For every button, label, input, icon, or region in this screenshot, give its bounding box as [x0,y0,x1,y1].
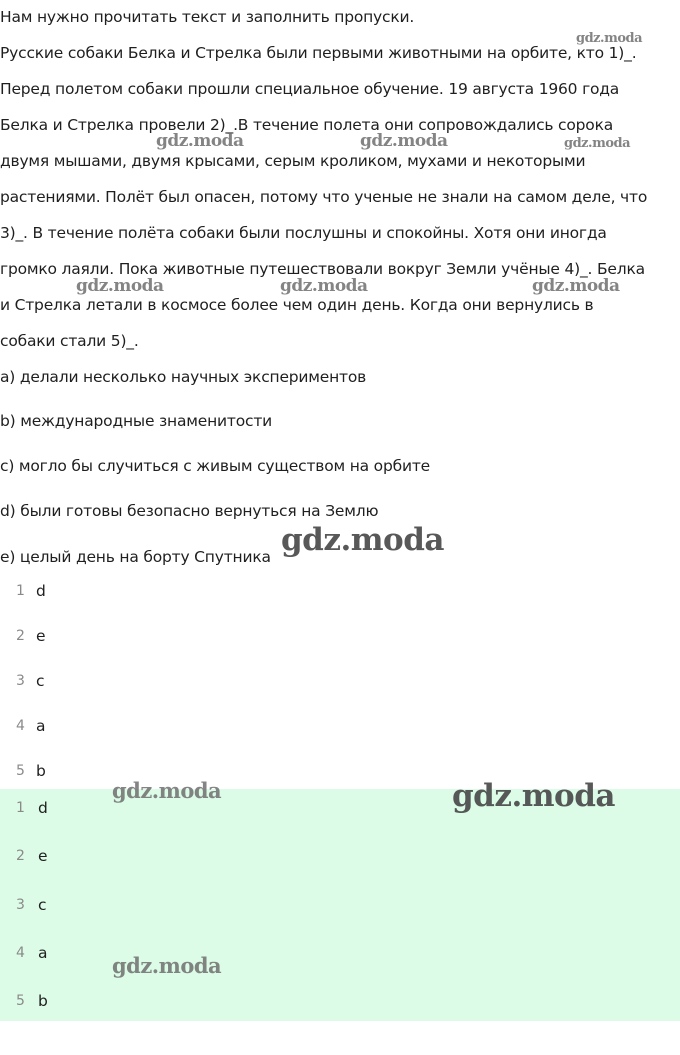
option-d: d) были готовы безопасно вернуться на Землю [0,502,379,520]
answer-number: 4 [16,945,25,961]
answer-number: 5 [16,763,25,779]
task-text-line: 3)_. В течение полёта собаки были послушны и спокойны. Хотя они иногда [0,224,607,242]
task-text-line: Перед полетом собаки прошли специальное обучение. 19 августа 1960 года [0,80,620,98]
watermark: gdz.moda [280,276,368,296]
task-text-line: и Стрелка летали в космосе более чем один день. Когда они вернулись в [0,296,594,314]
task-text-line: Нам нужно прочитать текст и заполнить пропуски. [0,8,415,26]
answer-value: e [38,847,48,865]
watermark: gdz.moda [156,131,244,151]
task-text-line: Белка и Стрелка провели 2)_.В течение полета они сопровождались сорока [0,116,614,134]
option-e: e) целый день на борту Спутника [0,548,271,566]
watermark: gdz.moda [576,31,643,46]
answer-value: a [38,944,48,962]
answer-number: 4 [16,718,25,734]
watermark: gdz.moda [112,953,222,978]
task-text-line: двумя мышами, двумя крысами, серым кроликом, мухами и некоторыми [0,152,586,170]
answer-value: b [38,992,48,1010]
answer-highlight-block [0,789,680,1021]
watermark: gdz.moda [281,522,444,558]
answer-value: b [36,762,46,780]
answer-number: 3 [16,897,25,913]
answer-value: a [36,717,46,735]
watermark: gdz.moda [564,136,631,151]
option-b: b) международные знаменитости [0,412,273,430]
watermark: gdz.moda [532,276,620,296]
answer-value: d [38,799,48,817]
task-text-line: громко лаяли. Пока животные путешествовали вокруг Земли учёные 4)_. Белка [0,260,645,278]
answer-value: d [36,582,46,600]
answer-number: 3 [16,673,25,689]
answer-value: c [38,896,47,914]
task-text-line: растениями. Полёт был опасен, потому что ученые не знали на самом деле, что [0,188,648,206]
watermark: gdz.moda [360,131,448,151]
watermark: gdz.moda [452,778,615,814]
answer-value: c [36,672,45,690]
answer-number: 1 [16,800,25,816]
task-text-line: Русские собаки Белка и Стрелка были первыми животными на орбите, кто 1)_. [0,44,637,62]
watermark: gdz.moda [112,778,222,803]
answer-number: 1 [16,583,25,599]
task-text-line: собаки стали 5)_. [0,332,139,350]
answer-number: 2 [16,628,25,644]
answer-number: 2 [16,848,25,864]
option-c: c) могло бы случиться с живым существом на орбите [0,457,431,475]
option-a: a) делали несколько научных экспериментов [0,368,367,386]
answer-value: e [36,627,46,645]
answer-number: 5 [16,993,25,1009]
watermark: gdz.moda [76,276,164,296]
